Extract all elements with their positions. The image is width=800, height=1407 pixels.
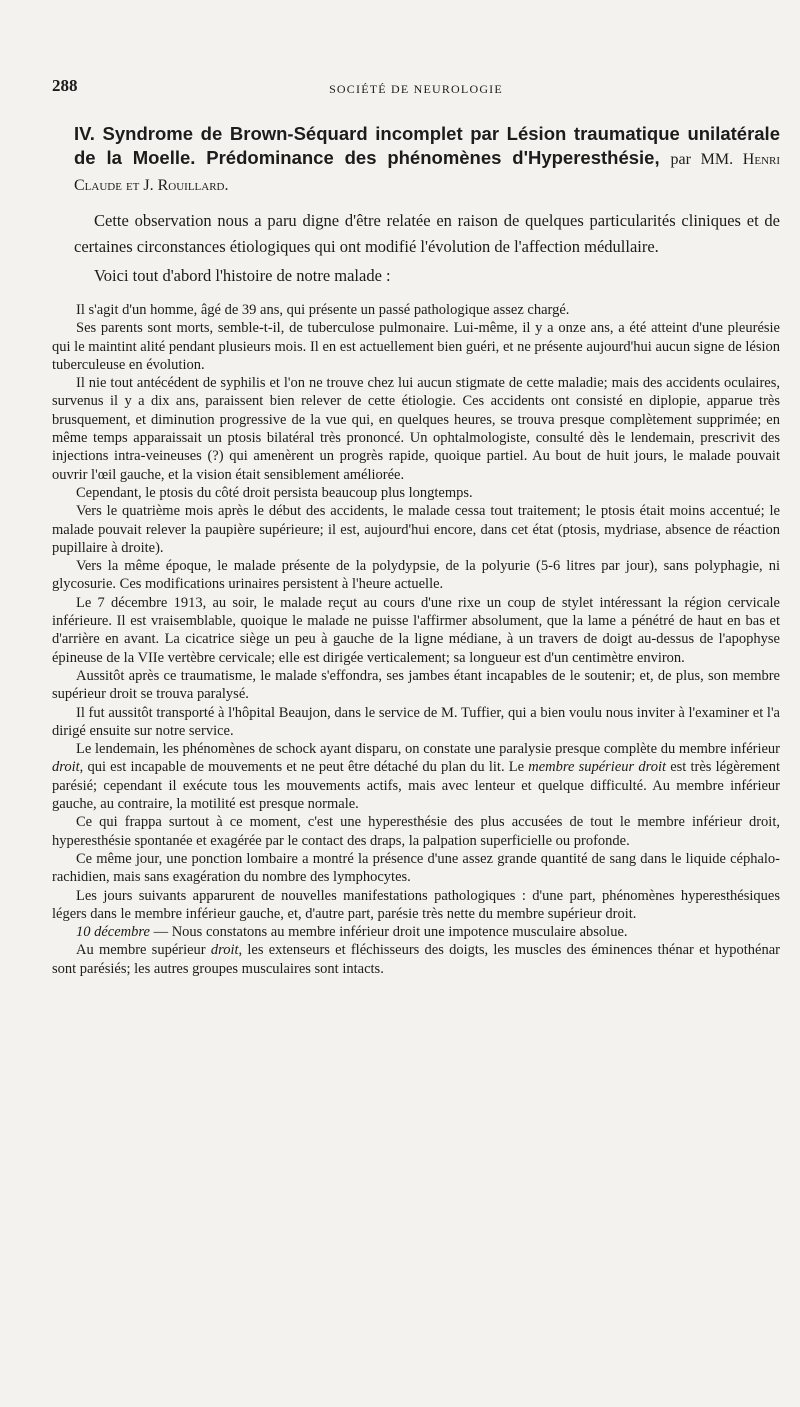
page-header [52,70,780,100]
intro-paragraph: Cette observation nous a paru digne d'être relatée en raison de quelques particularités cliniques et de certaines circonstances étiologiques qui ont modifié l'évolution de l'affection médullaire. [74,211,780,256]
text-run: , les extenseurs et fléchisseurs des doigts, les muscles des éminences thénar et hypothénar sont parésiés; les autres groupes musculaires sont intacts. [52,942,780,977]
body-paragraph: Ce même jour, une ponction lombaire a montré la présence d'une assez grande quantité de sang dans le liquide céphalo-rachidien, mais sans exagération du nombre des lymphocytes. [52,850,780,886]
emphasis: droit [52,759,80,776]
body-paragraph: Il nie tout antécédent de syphilis et l'on ne trouve chez lui aucun stigmate de cette maladie; mais des accidents oculaires, survenus il y a dix ans, paraissent bien relever de cette étiologie. Ces accidents ont consisté en diplopie, apparue très brusquement, et diminution progressive de la vue qui, en quelques heures, se trouva presque complètement supprimée; en même temps apparaissait un ptosis bilatéral très prononcé. Un ophtalmologiste, consulté dès le lendemain, prescrivit des injections intra-veineuses (?) qui amenèrent un progrès rapide, quoique partiel. Au bout de huit jours, le malade pouvait ouvrir l'œil gauche, et la vision était sensiblement améliorée. [52,375,780,483]
running-title: SOCIÉTÉ DE NEUROLOGIE [329,82,503,96]
text-run: — Nous constatons au membre inférieur droit une impotence musculaire absolue. [149,924,628,941]
body-paragraph: Il s'agit d'un homme, âgé de 39 ans, qui présente un passé pathologique assez chargé. [76,302,570,318]
text-run: Au membre supérieur [76,942,211,959]
body-paragraph: Il fut aussitôt transporté à l'hôpital Beaujon, dans le service de M. Tuffier, qui a bien voulu nous inviter à l'examiner et l'a dirigé ensuite sur notre service. [52,704,780,739]
body-paragraph: Vers la même époque, le malade présente de la polydypsie, de la polyurie (5-6 litres par jour), sans polyphagie, ni glycosurie. Ces modifications urinaires persistent à l'heure actuelle. [52,558,780,593]
body-paragraph: Aussitôt après ce traumatisme, le malade s'effondra, ses jambes étant incapables de le soutenir; et, de plus, son membre supérieur droit se trouva paralysé. [52,667,780,703]
body-paragraph: Ses parents sont morts, semble-t-il, de tuberculose pulmonaire. Lui-même, il y a onze ans, a été atteint d'une pleurésie qui le maintint alité pendant plusieurs mois. Il en est actuellement bien guéri, et ne présente aujourd'hui aucun signe de lésion tuberculeuse en évolution. [52,320,780,373]
text-run: Le lendemain, les phénomènes de schock ayant disparu, on constate une paralysie presque complète du membre inférieur [76,741,780,758]
emphasis: membre supérieur droit [528,759,667,776]
article-title [74,122,780,198]
page-number: 288 [52,76,78,95]
body-paragraph [52,740,780,813]
page [52,70,780,978]
authors-names: Henri Claude et J. Rouillard. [74,151,781,194]
body-paragraph: Vers le quatrième mois après le début des accidents, le malade cessa tout traitement; le ptosis était moins accentué; le malade pouvait relever la paupière supérieure; il est, aujourd'hui encore, dans cet état (ptosis, mydriase, absence de réaction pupillaire à droite). [52,503,780,556]
body-paragraph: Ce qui frappa surtout à ce moment, c'est une hyperesthésie des plus accusées de tout le membre inférieur droit, hyperesthésie spontanée et exagérée par le contact des draps, la palpation superficielle ou profonde. [52,814,780,849]
body-paragraph: Le 7 décembre 1913, au soir, le malade reçut au cours d'une rixe un coup de stylet intéressant la région cervicale inférieure. Il est vraisemblable, quoique le malade ne puisse l'affirmer absolument, que la lame a pénétré de haut en bas et d'arrière en avant. La cicatrice siège un peu à gauche de la ligne médiane, à un travers de doigt au-dessus de l'apophyse épineuse de la VIIe vertèbre cervicale; elle est dirigée verticalement; sa longueur est d'un centimètre environ. [52,594,780,666]
intro-paragraph: Voici tout d'abord l'histoire de notre malade : [94,266,391,285]
body-paragraph: Les jours suivants apparurent de nouvelles manifestations pathologiques : d'une part, phénomènes hyperesthésiques légers dans le membre inférieur gauche, et, d'autre part, parésie très nette du membre supérieur droit. [52,887,780,922]
emphasis: droit [210,942,239,959]
text-run: est très légèrement parésié; cependant il exécute tous les mouvements actifs, mais avec lenteur et quelque difficulté. Au membre inférieur gauche, au contraire, la motilité est presque normale. [52,759,781,813]
body-paragraph: Cependant, le ptosis du côté droit persista beaucoup plus longtemps. [76,484,473,501]
authors-prefix: par MM. [670,151,734,168]
body-paragraph [52,941,780,978]
body-paragraph [52,923,780,941]
date-emphasis: 10 décembre [76,924,150,941]
text-run: , qui est incapable de mouvements et ne peut être détaché du plan du lit. Le [79,759,529,776]
case-history [52,301,780,978]
title-text: IV. Syndrome de Brown-Séquard incomplet par Lésion traumatique unilatérale de la Moelle. Prédominance des phénomènes d'Hyperesthésie, [74,123,780,168]
